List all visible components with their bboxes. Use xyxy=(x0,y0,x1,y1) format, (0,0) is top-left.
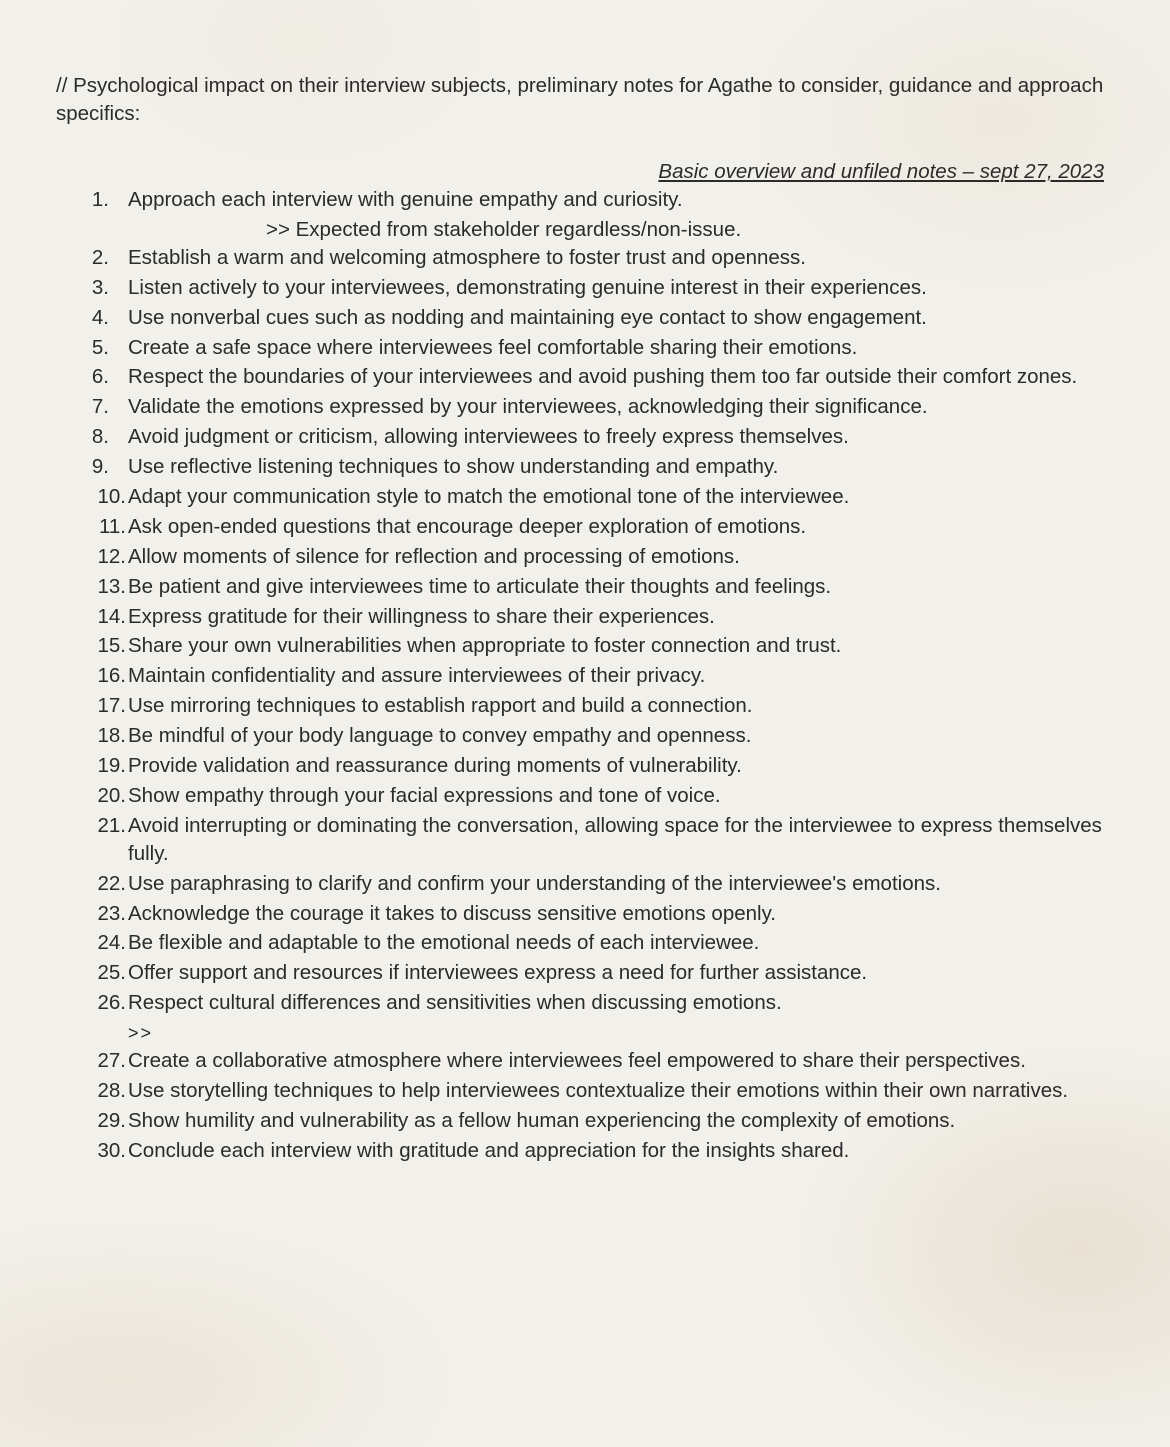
item-number: 3. xyxy=(91,275,109,299)
item-number: 8. xyxy=(91,425,109,449)
list-item xyxy=(56,752,1116,780)
item-text: Respect cultural differences and sensitivities when discussing emotions. xyxy=(128,991,782,1015)
item-text: Offer support and resources if interviewees express a need for further assistance. xyxy=(128,961,868,985)
item-text: Maintain confidentiality and assure interviewees of their privacy. xyxy=(128,664,706,688)
item-text: Ask open-ended questions that encourage deeper exploration of emotions. xyxy=(128,514,807,538)
list-item xyxy=(56,722,1116,750)
item-number: 7. xyxy=(91,395,109,419)
item-number: 9. xyxy=(91,455,109,479)
item-number: 19. xyxy=(97,754,126,778)
item-number: 13. xyxy=(97,574,126,598)
item-text: Use nonverbal cues such as nodding and maintaining eye contact to show engagement. xyxy=(128,305,927,329)
list-item xyxy=(56,453,1116,481)
item-text: Respect the boundaries of your interviewees and avoid pushing them too far outside their comfort zones. xyxy=(128,365,1078,389)
item-number: 1. xyxy=(91,188,109,211)
item-text: Establish a warm and welcoming atmosphere to foster trust and openness. xyxy=(128,245,806,269)
item-list-end xyxy=(56,1047,1116,1165)
item-text: Use reflective listening techniques to show understanding and empathy. xyxy=(128,455,779,479)
item-number: 2. xyxy=(91,245,109,269)
item-text: Acknowledge the courage it takes to discuss sensitive emotions openly. xyxy=(128,901,777,925)
subheading: Basic overview and unfiled notes – sept 27, 2023 xyxy=(658,160,1104,183)
item-text: Show humility and vulnerability as a fellow human experiencing the complexity of emotions. xyxy=(128,1108,956,1132)
list-item xyxy=(56,959,1116,987)
item-text: Validate the emotions expressed by your interviewees, acknowledging their significance. xyxy=(128,395,928,419)
list-item xyxy=(56,244,1116,272)
item-text: Conclude each interview with gratitude and appreciation for the insights shared. xyxy=(128,1138,850,1162)
list-item xyxy=(56,393,1116,421)
list-item xyxy=(56,274,1116,302)
list-item xyxy=(56,513,1116,541)
item-text: Be patient and give interviewees time to articulate their thoughts and feelings. xyxy=(128,574,832,598)
item-number: 29. xyxy=(97,1108,126,1132)
item-number: 5. xyxy=(91,335,109,359)
list-item xyxy=(56,692,1116,720)
item-number: 17. xyxy=(97,694,126,718)
item-number: 18. xyxy=(97,724,126,748)
list-item xyxy=(56,870,1116,898)
item-number: 6. xyxy=(91,365,109,389)
item-number: 22. xyxy=(97,871,126,895)
list-item xyxy=(56,1077,1116,1105)
list-item xyxy=(56,900,1116,928)
item-text: Share your own vulnerabilities when appropriate to foster connection and trust. xyxy=(128,634,842,658)
item-number: 10. xyxy=(97,485,126,509)
item-text: Avoid judgment or criticism, allowing interviewees to freely express themselves. xyxy=(128,425,849,449)
list-item xyxy=(56,573,1116,601)
item-number: 28. xyxy=(97,1079,126,1103)
list-item xyxy=(56,603,1116,631)
item-text: Avoid interrupting or dominating the conversation, allowing space for the interviewee to express themselves fully. xyxy=(128,813,1102,865)
list-item xyxy=(56,632,1116,660)
item-text: Allow moments of silence for reflection and processing of emotions. xyxy=(128,544,740,568)
continuation-marker: >> xyxy=(128,1023,154,1044)
item-number: 25. xyxy=(97,961,126,985)
item-note: >> Expected from stakeholder regardless/non-issue. xyxy=(266,217,742,241)
item-text: Provide validation and reassurance during moments of vulnerability. xyxy=(128,754,742,778)
item-text: Be mindful of your body language to convey empathy and openness. xyxy=(128,724,752,748)
item-number: 26. xyxy=(97,991,126,1015)
item-text: Show empathy through your facial expressions and tone of voice. xyxy=(128,783,721,807)
item-number: 12. xyxy=(97,544,126,568)
list-item xyxy=(56,782,1116,810)
list-item xyxy=(56,186,1116,214)
item-text: Use storytelling techniques to help interviewees contextualize their emotions within their own narratives. xyxy=(128,1079,1069,1103)
item-text: Adapt your communication style to match the emotional tone of the interviewee. xyxy=(128,485,850,509)
item-number: 30. xyxy=(97,1138,126,1162)
document-header: // Psychological impact on their interview subjects, preliminary notes for Agathe to consider, guidance and approach specifics: xyxy=(56,74,1104,125)
item-number: 4. xyxy=(91,305,109,329)
list-item xyxy=(56,543,1116,571)
item-number: 23. xyxy=(97,901,126,925)
list-item xyxy=(56,334,1116,362)
item-list-main xyxy=(56,244,1116,1017)
item-text: Create a safe space where interviewees feel comfortable sharing their emotions. xyxy=(128,335,858,359)
item-text: Be flexible and adaptable to the emotional needs of each interviewee. xyxy=(128,931,760,955)
list-item xyxy=(56,929,1116,957)
item-text: Create a collaborative atmosphere where interviewees feel empowered to share their perspectives. xyxy=(128,1049,1026,1073)
item-number: 24. xyxy=(97,931,126,955)
item-number: 27. xyxy=(97,1049,126,1073)
item-text: Approach each interview with genuine empathy and curiosity. xyxy=(128,188,683,211)
list-item xyxy=(56,1107,1116,1135)
item-text: Express gratitude for their willingness to share their experiences. xyxy=(128,604,715,628)
list-item xyxy=(56,662,1116,690)
item-list-intro xyxy=(56,186,1116,214)
item-number: 21. xyxy=(97,813,126,837)
item-text: Listen actively to your interviewees, demonstrating genuine interest in their experiences. xyxy=(128,275,927,299)
list-item xyxy=(56,812,1116,868)
item-number: 15. xyxy=(97,634,126,658)
list-item xyxy=(56,363,1116,391)
item-text: Use paraphrasing to clarify and confirm your understanding of the interviewee's emotions. xyxy=(128,871,941,895)
list-item xyxy=(56,1047,1116,1075)
item-number: 11. xyxy=(99,514,126,538)
item-text: Use mirroring techniques to establish rapport and build a connection. xyxy=(128,694,753,718)
item-number: 16. xyxy=(97,664,126,688)
item-number: 14. xyxy=(97,604,126,628)
list-item xyxy=(56,423,1116,451)
list-item xyxy=(56,304,1116,332)
document xyxy=(56,72,1116,1167)
list-item xyxy=(56,989,1116,1017)
item-number: 20. xyxy=(97,783,126,807)
list-item xyxy=(56,1137,1116,1165)
list-item xyxy=(56,483,1116,511)
